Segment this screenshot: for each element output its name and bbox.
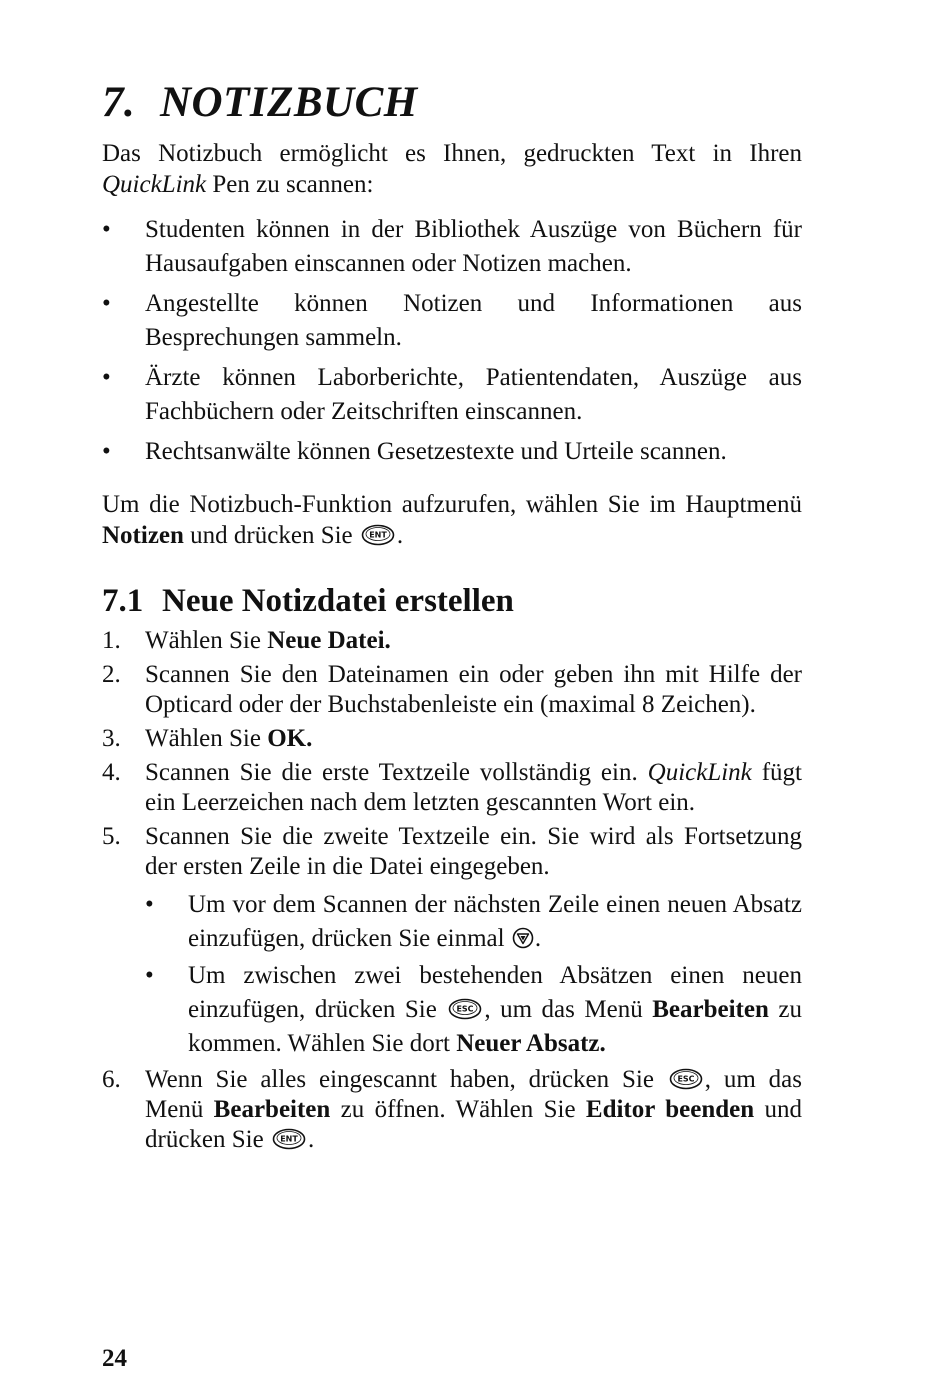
esc-key-label: ESC [677, 1074, 695, 1084]
step-bold: OK. [267, 725, 313, 752]
section-number: 7.1 [102, 583, 144, 619]
section-heading [102, 583, 514, 620]
page-number: 24 [102, 1345, 127, 1372]
product-name: QuickLink [102, 171, 207, 198]
ent-key-icon [272, 1128, 306, 1150]
list-item [102, 435, 802, 469]
step-text-mid: , um das Menü [145, 1066, 802, 1123]
step-number: 1. [102, 627, 121, 654]
intro-text-end: Pen zu scannen: [206, 171, 374, 198]
esc-key-icon [669, 1068, 703, 1090]
step-text-end: fügt ein Leerzeichen nach dem letzten gescannten Wort ein. [145, 759, 802, 816]
step-text: Scannen Sie die zweite Textzeile ein. Sie wird als Fortsetzung der ersten Zeile in die Datei eingegeben. [145, 823, 802, 880]
step-text-mid3: und drücken Sie [145, 1096, 802, 1153]
list-item-text: Studenten können in der Bibliothek Auszüge von Büchern für Hausaufgaben einscannen oder Notizen machen. [145, 216, 802, 277]
step-text: Scannen Sie den Dateinamen ein oder geben ihn mit Hilfe der Opticard oder der Buchstabenleiste ein (maximal 8 Zeichen). [145, 661, 802, 718]
product-name: QuickLink [647, 759, 752, 786]
list-item-text: Rechtsanwälte können Gesetzestexte und Urteile scannen. [145, 438, 727, 465]
step-number: 5. [102, 823, 121, 850]
list-item-text: Ärzte können Laborberichte, Patientendaten, Auszüge aus Fachbüchern oder Zeitschriften einscannen. [145, 364, 802, 425]
menu-bearbeiten: Bearbeiten [652, 996, 769, 1023]
bullet-marker: • [102, 216, 111, 243]
step-text: Wählen Sie [145, 627, 268, 654]
chapter-number: 7. [102, 79, 136, 126]
bullet-marker: • [145, 962, 154, 989]
step-bold: Neue Datei. [267, 627, 391, 654]
step-3 [102, 724, 802, 754]
menu-item-neuer-absatz: Neuer Absatz. [456, 1030, 606, 1057]
sub-text: Um zwischen zwei bestehenden Absätzen einen neuen einzufügen, drücken Sie [188, 962, 802, 1023]
step-number: 6. [102, 1066, 121, 1093]
step-text: Scannen Sie die erste Textzeile vollständig ein. [145, 759, 648, 786]
menu-bearbeiten: Bearbeiten [213, 1096, 331, 1123]
intro-paragraph [102, 138, 802, 200]
arrow-down-key-icon [512, 925, 534, 947]
list-item [145, 888, 802, 956]
step-number: 3. [102, 725, 121, 752]
list-item-text: Angestellte können Notizen und Informationen aus Besprechungen sammeln. [145, 290, 802, 351]
sub-text-mid: , um das Menü [484, 996, 653, 1023]
menu-item-editor-beenden: Editor beenden [585, 1096, 755, 1123]
call-text-mid: und drücken Sie [183, 522, 359, 549]
step-5-sublist [145, 888, 802, 1061]
sub-text: Um vor dem Scannen der nächsten Zeile einen neuen Absatz einzufügen, drücken Sie einmal [188, 891, 802, 952]
step-text-mid2: zu öffnen. Wählen Sie [330, 1096, 586, 1123]
sub-end: . [534, 925, 542, 952]
ent-key-icon [361, 524, 395, 546]
bullet-marker: • [102, 438, 111, 465]
ent-key-label: ENT [369, 530, 387, 540]
chapter-title: NOTIZBUCH [160, 79, 418, 126]
list-item [102, 361, 802, 429]
bullet-marker: • [102, 364, 111, 391]
step-text: Wenn Sie alles eingescannt haben, drücken Sie [145, 1066, 667, 1093]
notes-call-paragraph [102, 489, 802, 551]
esc-key-label: ESC [456, 1004, 474, 1014]
step-6 [102, 1065, 802, 1155]
ent-key-label: ENT [280, 1134, 298, 1144]
list-item [102, 213, 802, 281]
call-text: Um die Notizbuch-Funktion aufzurufen, wählen Sie im Hauptmenü [102, 491, 802, 518]
step-5 [102, 822, 802, 1061]
steps-list [102, 626, 802, 1159]
step-2 [102, 660, 802, 720]
esc-key-icon [448, 998, 482, 1020]
chapter-heading [102, 78, 418, 127]
intro-text: Das Notizbuch ermöglicht es Ihnen, gedruckten Text in Ihren [102, 140, 802, 167]
bullet-marker: • [145, 891, 154, 918]
step-4 [102, 758, 802, 818]
step-number: 2. [102, 661, 121, 688]
step-end: . [307, 1126, 315, 1153]
list-item [145, 959, 802, 1061]
step-number: 4. [102, 759, 121, 786]
step-text: Wählen Sie [145, 725, 268, 752]
bullet-marker: • [102, 290, 111, 317]
menu-item-notizen: Notizen [102, 522, 184, 549]
call-end: . [396, 522, 404, 549]
use-cases-list [102, 213, 802, 469]
step-1 [102, 626, 802, 656]
list-item [102, 287, 802, 355]
sub-text-mid2: zu kommen. Wählen Sie dort [188, 996, 802, 1057]
section-title: Neue Notizdatei erstellen [162, 583, 514, 619]
